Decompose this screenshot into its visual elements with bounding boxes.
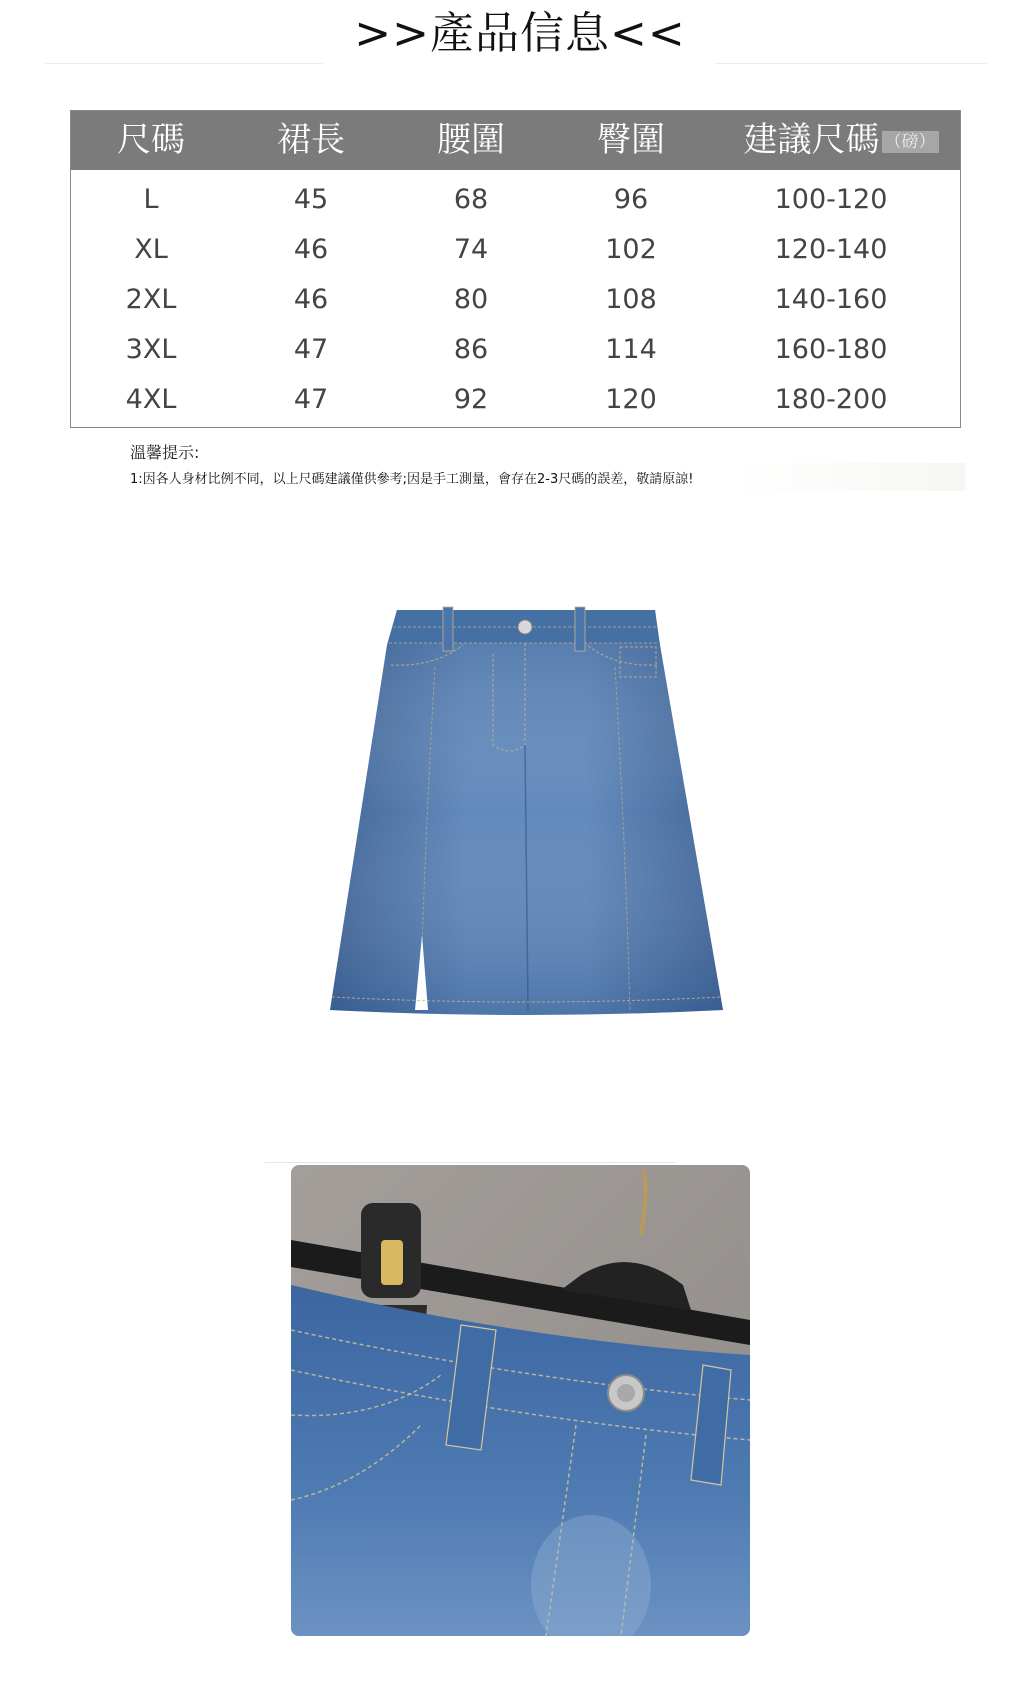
column-header-skirt-length: 裙長 bbox=[277, 120, 345, 160]
page-title: >>產品信息<< bbox=[354, 8, 686, 59]
table-row bbox=[71, 175, 960, 225]
skirt-product-image bbox=[325, 605, 725, 1015]
column-header-hip: 臀圍 bbox=[597, 120, 665, 160]
cell-size: L bbox=[143, 184, 159, 215]
header-divider-right bbox=[715, 63, 987, 64]
tips-title: 溫馨提示: bbox=[130, 443, 200, 462]
cell-recommended-weight: 180-200 bbox=[774, 384, 888, 415]
cell-recommended-weight: 120-140 bbox=[774, 234, 888, 265]
cell-hip: 102 bbox=[605, 234, 657, 265]
cell-size: XL bbox=[134, 234, 168, 265]
cell-recommended-weight: 100-120 bbox=[774, 184, 888, 215]
cell-size: 2XL bbox=[125, 284, 177, 315]
header-divider-left bbox=[45, 63, 323, 64]
closeup-divider bbox=[265, 1162, 675, 1163]
column-header-recommended-size-label: 建議尺碼 bbox=[743, 120, 880, 160]
cell-waist: 86 bbox=[453, 334, 489, 365]
cell-waist: 92 bbox=[453, 384, 489, 415]
table-row bbox=[71, 375, 960, 425]
cell-skirt-length: 46 bbox=[293, 284, 329, 315]
cell-recommended-weight: 160-180 bbox=[774, 334, 888, 365]
size-table bbox=[70, 110, 961, 428]
cell-recommended-weight: 140-160 bbox=[774, 284, 888, 315]
cell-hip: 114 bbox=[605, 334, 657, 365]
cell-skirt-length: 45 bbox=[293, 184, 329, 215]
table-row bbox=[71, 275, 960, 325]
column-header-size: 尺碼 bbox=[117, 120, 185, 160]
cell-skirt-length: 47 bbox=[293, 384, 329, 415]
weight-unit-note: （磅） bbox=[882, 131, 939, 153]
cell-size: 3XL bbox=[125, 334, 177, 365]
column-header-recommended-size bbox=[721, 111, 961, 170]
cell-size: 4XL bbox=[125, 384, 177, 415]
tips-text: 1:因各人身材比例不同，以上尺碼建議僅供參考;因是手工測量，會存在2-3尺碼的誤差，敬請原諒! bbox=[130, 472, 694, 487]
cell-skirt-length: 47 bbox=[293, 334, 329, 365]
cell-waist: 68 bbox=[453, 184, 489, 215]
cell-hip: 108 bbox=[605, 284, 657, 315]
skirt-closeup-image bbox=[291, 1165, 750, 1636]
cell-waist: 74 bbox=[453, 234, 489, 265]
column-header-waist: 腰圍 bbox=[437, 120, 505, 160]
cell-hip: 120 bbox=[605, 384, 657, 415]
tips-fade-decoration bbox=[735, 463, 965, 491]
cell-skirt-length: 46 bbox=[293, 234, 329, 265]
table-row bbox=[71, 325, 960, 375]
table-header-row bbox=[71, 111, 960, 170]
table-row bbox=[71, 225, 960, 275]
cell-waist: 80 bbox=[453, 284, 489, 315]
cell-hip: 96 bbox=[613, 184, 649, 215]
